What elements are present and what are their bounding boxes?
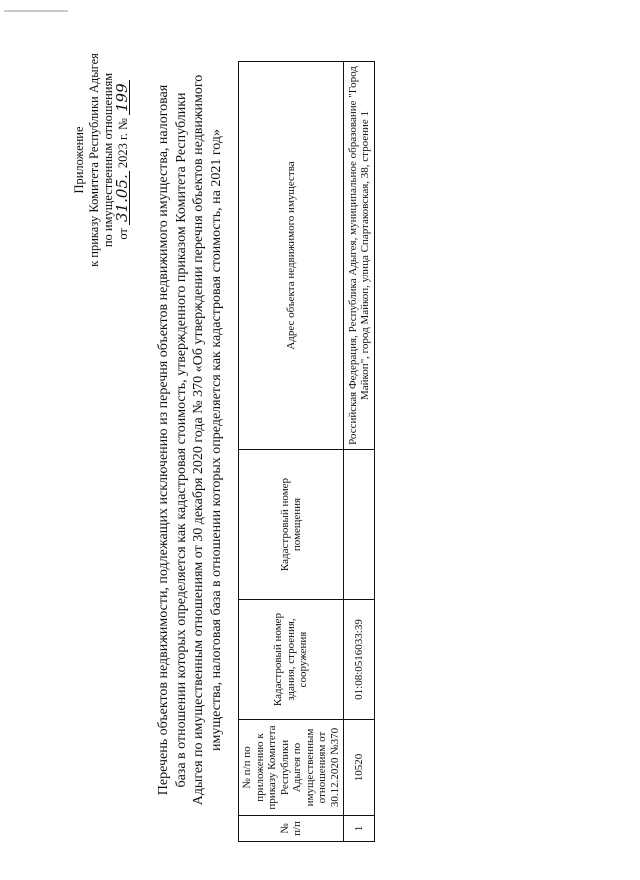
- handwritten-date: 31.05.: [116, 171, 130, 225]
- property-table: [238, 61, 375, 842]
- date-year: 2023 г. №: [115, 118, 130, 169]
- cell-num: 1: [344, 816, 375, 842]
- appendix-header: [72, 40, 130, 280]
- appendix-title: Приложение: [72, 126, 86, 194]
- header-ref: № п/п по приложению к приказу Комитета Республики Адыгея по имущественным отношениям от 30.12.2020 №370: [239, 720, 344, 816]
- cell-ref: 10520: [344, 720, 375, 816]
- cell-address: Российская Федерация, Республика Адыгея, муниципальное образование "Город Майкоп", город Майкоп, улица Спартаковская, 38, строение 1: [344, 62, 375, 450]
- date-prefix: от: [115, 228, 130, 240]
- cell-building: 01:08:0516033:39: [344, 600, 375, 720]
- document-title: [155, 40, 225, 840]
- title-line: база в отношении которых определяется как кадастровая стоимость, утвержденного приказом Комитета Республики: [173, 92, 189, 788]
- header-room: Кадастровый номер помещения: [239, 450, 344, 600]
- table-header-row: [239, 62, 344, 842]
- appendix-line-1: к приказу Комитета Республики Адыгея: [86, 53, 101, 267]
- table-row: [344, 62, 375, 842]
- cell-room: [344, 450, 375, 600]
- header-building: Кадастровый номер здания, строения, сооружения: [239, 600, 344, 720]
- handwritten-order-number: 199: [116, 80, 130, 115]
- title-line: имущества, налоговая база в отношении которых определяется как кадастровая стоимость, на 2021 год»: [208, 129, 224, 751]
- title-line: Перечень объектов недвижимости, подлежащих исключению из перечня объектов недвижимого имущества, налоговая: [156, 84, 171, 796]
- header-address: Адрес объекта недвижимого имущества: [239, 62, 344, 450]
- title-line: Адыгея по имущественным отношениям от 30 декабря 2020 года № 370 «Об утверждении перечня объектов недвижимого: [191, 74, 206, 806]
- appendix-date-line: [112, 40, 131, 280]
- header-num: № п/п: [239, 816, 344, 842]
- appendix-line-2: по имущественным отношениям: [101, 72, 115, 248]
